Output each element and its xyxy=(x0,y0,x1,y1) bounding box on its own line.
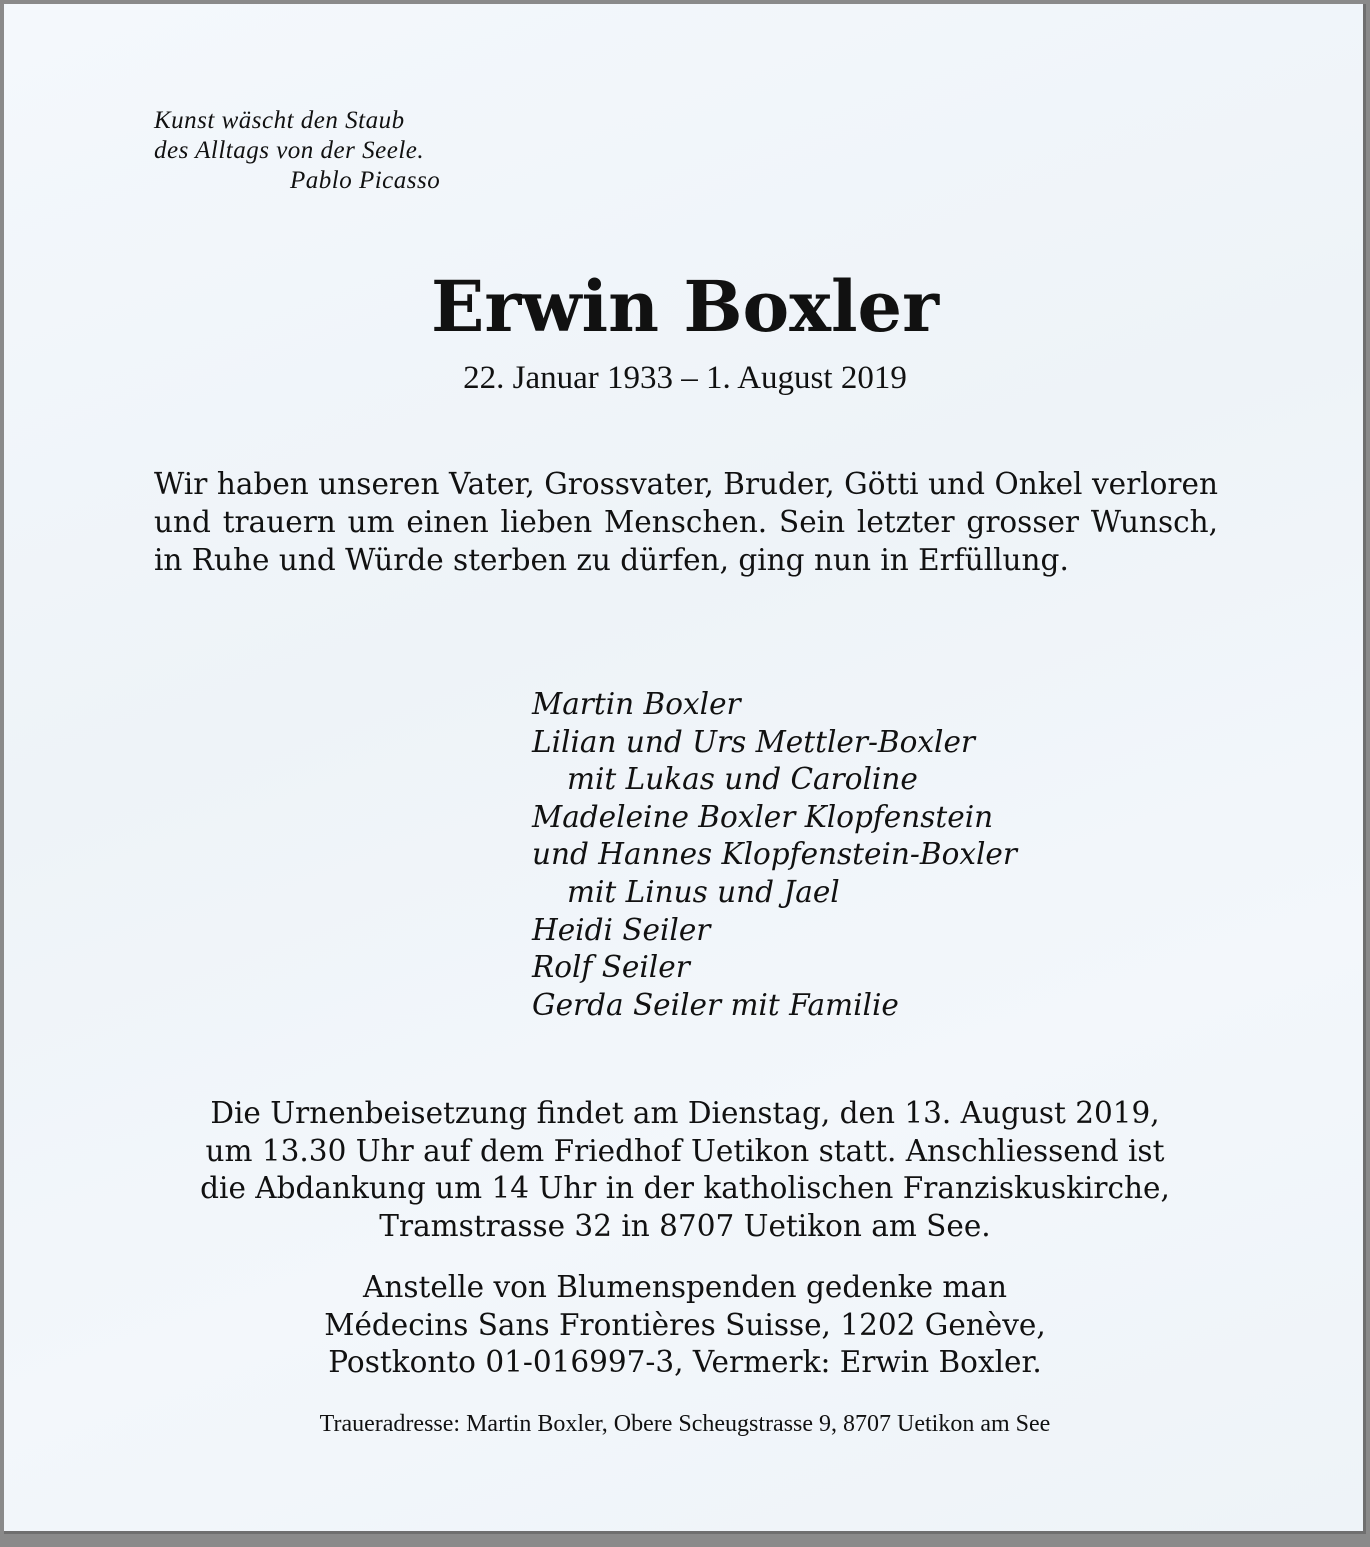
burial-line: um 13.30 Uhr auf dem Friedhof Uetikon statt. Anschliessend ist xyxy=(205,1133,1165,1168)
mourner-entry: Gerda Seiler mit Familie xyxy=(532,987,899,1022)
mourner-entry: Martin Boxler xyxy=(532,687,741,721)
mourning-address: Traueradresse: Martin Boxler, Obere Scheugstrasse 9, 8707 Uetikon am See xyxy=(319,1411,1051,1437)
mourner-entry: mit Linus und Jael xyxy=(567,874,840,909)
deceased-name: Erwin Boxler xyxy=(431,265,939,348)
quote-line: Kunst wäscht den Staub xyxy=(154,107,405,134)
burial-line: die Abdankung um 14 Uhr in der katholischen Franziskuskirche, xyxy=(200,1171,1170,1206)
quote-author: Pablo Picasso xyxy=(290,167,441,194)
donation-line: Postkonto 01-016997-3, Vermerk: Erwin Boxler. xyxy=(328,1345,1042,1380)
donation-information xyxy=(4,1269,1366,1382)
life-dates: 22. Januar 1933 – 1. August 2019 xyxy=(463,360,907,396)
mourner-entry: mit Lukas und Caroline xyxy=(567,762,918,797)
mourner-entry: und Hannes Klopfenstein-Boxler xyxy=(532,837,1017,872)
burial-line: Tramstrasse 32 in 8707 Uetikon am See. xyxy=(379,1208,991,1243)
intro-paragraph: Wir haben unseren Vater, Grossvater, Bruder, Götti und Onkel verloren und trauern um einen lieben Menschen. Sein letzter grosser Wunsch, in Ruhe und Würde sterben zu dürfen, ging nun in Erfüllung. xyxy=(154,467,1218,577)
donation-line: Médecins Sans Frontières Suisse, 1202 Genève, xyxy=(324,1307,1046,1342)
mourner-entry: Rolf Seiler xyxy=(532,950,690,985)
epigraph-quote xyxy=(154,106,440,196)
burial-line: Die Urnenbeisetzung findet am Dienstag, den 13. August 2019, xyxy=(210,1096,1160,1130)
mourner-entry: Heidi Seiler xyxy=(532,912,711,947)
mourner-entry: Madeleine Boxler Klopfenstein xyxy=(532,799,994,834)
obituary-notice xyxy=(4,4,1366,1534)
quote-line: des Alltags von der Seele. xyxy=(154,137,425,164)
mourner-entry: Lilian und Urs Mettler-Boxler xyxy=(532,724,976,759)
mourners-list xyxy=(532,686,1017,1024)
burial-information xyxy=(4,1095,1366,1245)
donation-line: Anstelle von Blumenspenden gedenke man xyxy=(363,1270,1007,1304)
